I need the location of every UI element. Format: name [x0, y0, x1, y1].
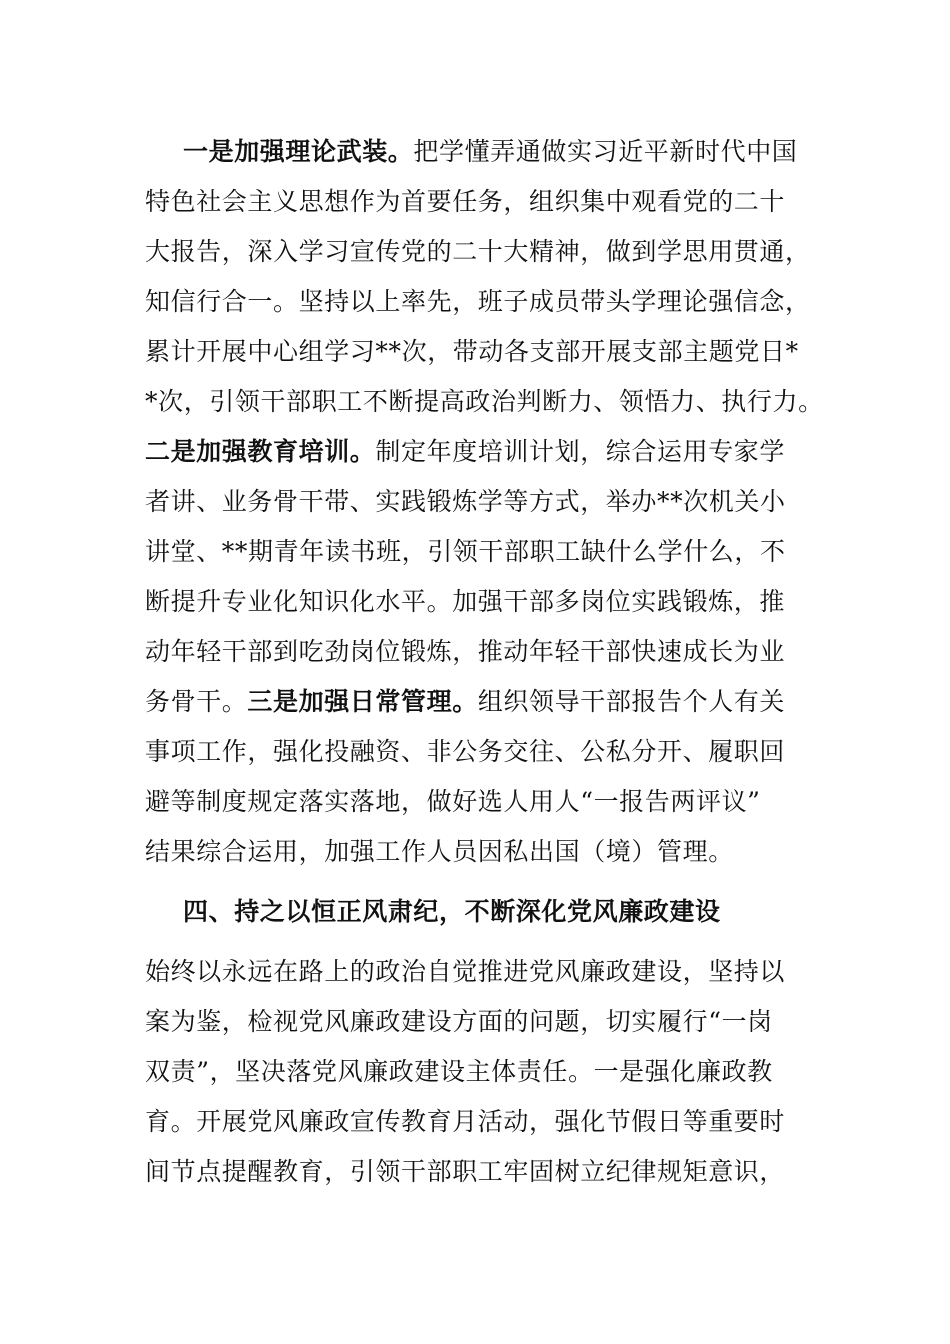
inline-heading: 二是加强教育培训。	[145, 437, 376, 466]
text-line	[145, 1050, 825, 1094]
inline-heading: 三是加强日常管理。	[247, 687, 478, 716]
text-segment: 案为鉴，检视党风廉政建设方面的问题，切实履行“一岗	[145, 1007, 773, 1036]
inline-heading: 一是加强理论武装。	[183, 137, 414, 166]
text-segment: *次，引领干部职工不断提高政治判断力、领悟力、执行力。	[145, 387, 824, 416]
text-line	[145, 280, 825, 324]
text-segment: 知信行合一。坚持以上率先，班子成员带头学理论强信念，	[145, 287, 811, 316]
text-line	[145, 630, 825, 674]
text-segment: 育。开展党风廉政宣传教育月活动，强化节假日等重要时	[145, 1107, 786, 1136]
text-line	[145, 430, 825, 474]
text-line	[145, 950, 825, 994]
text-line	[145, 180, 825, 224]
text-segment: 避等制度规定落实落地，做好选人用人“一报告两评议”	[145, 787, 761, 816]
text-line	[145, 1100, 825, 1144]
text-segment: 双责”，坚决落党风廉政建设主体责任。一是强化廉政教	[145, 1057, 773, 1086]
text-segment: 特色社会主义思想作为首要任务，组织集中观看党的二十	[145, 187, 786, 216]
text-segment: 始终以永远在路上的政治自觉推进党风廉政建设，坚持以	[145, 957, 786, 986]
text-segment: 累计开展中心组学习**次，带动各支部开展支部主题党日*	[145, 337, 799, 366]
text-line	[183, 130, 828, 174]
text-segment: 组织领导干部报告个人有关	[477, 687, 786, 716]
section-heading-text: 四、持之以恒正风肃纪，不断深化党风廉政建设	[183, 897, 721, 926]
text-line	[145, 1000, 825, 1044]
text-segment: 结果综合运用，加强工作人员因私出国（境）管理。	[145, 837, 734, 866]
text-line	[145, 730, 825, 774]
text-line	[145, 480, 825, 524]
text-segment: 务骨干。	[145, 687, 248, 716]
text-segment: 把学懂弄通做实习近平新时代中国	[413, 137, 798, 166]
text-segment: 制定年度培训计划，综合运用专家学	[375, 437, 786, 466]
text-line	[145, 830, 825, 874]
text-segment: 事项工作，强化投融资、非公务交往、公私分开、履职回	[145, 737, 786, 766]
text-segment: 间节点提醒教育，引领干部职工牢固树立纪律规矩意识，	[145, 1157, 786, 1186]
text-line	[145, 680, 825, 724]
text-segment: 大报告，深入学习宣传党的二十大精神，做到学思用贯通，	[145, 237, 811, 266]
section-heading	[183, 890, 828, 934]
text-line	[145, 230, 825, 274]
text-segment: 者讲、业务骨干带、实践锻炼学等方式，举办**次机关小	[145, 487, 786, 516]
text-segment: 讲堂、**期青年读书班，引领干部职工缺什么学什么，不	[145, 537, 786, 566]
text-line	[145, 1150, 825, 1194]
text-line	[145, 530, 825, 574]
text-line	[145, 780, 825, 824]
text-line	[145, 380, 825, 424]
text-line	[145, 330, 825, 374]
text-line	[145, 580, 825, 624]
text-segment: 断提升专业化知识化水平。加强干部多岗位实践锻炼，推	[145, 587, 786, 616]
text-segment: 动年轻干部到吃劲岗位锻炼，推动年轻干部快速成长为业	[145, 637, 786, 666]
